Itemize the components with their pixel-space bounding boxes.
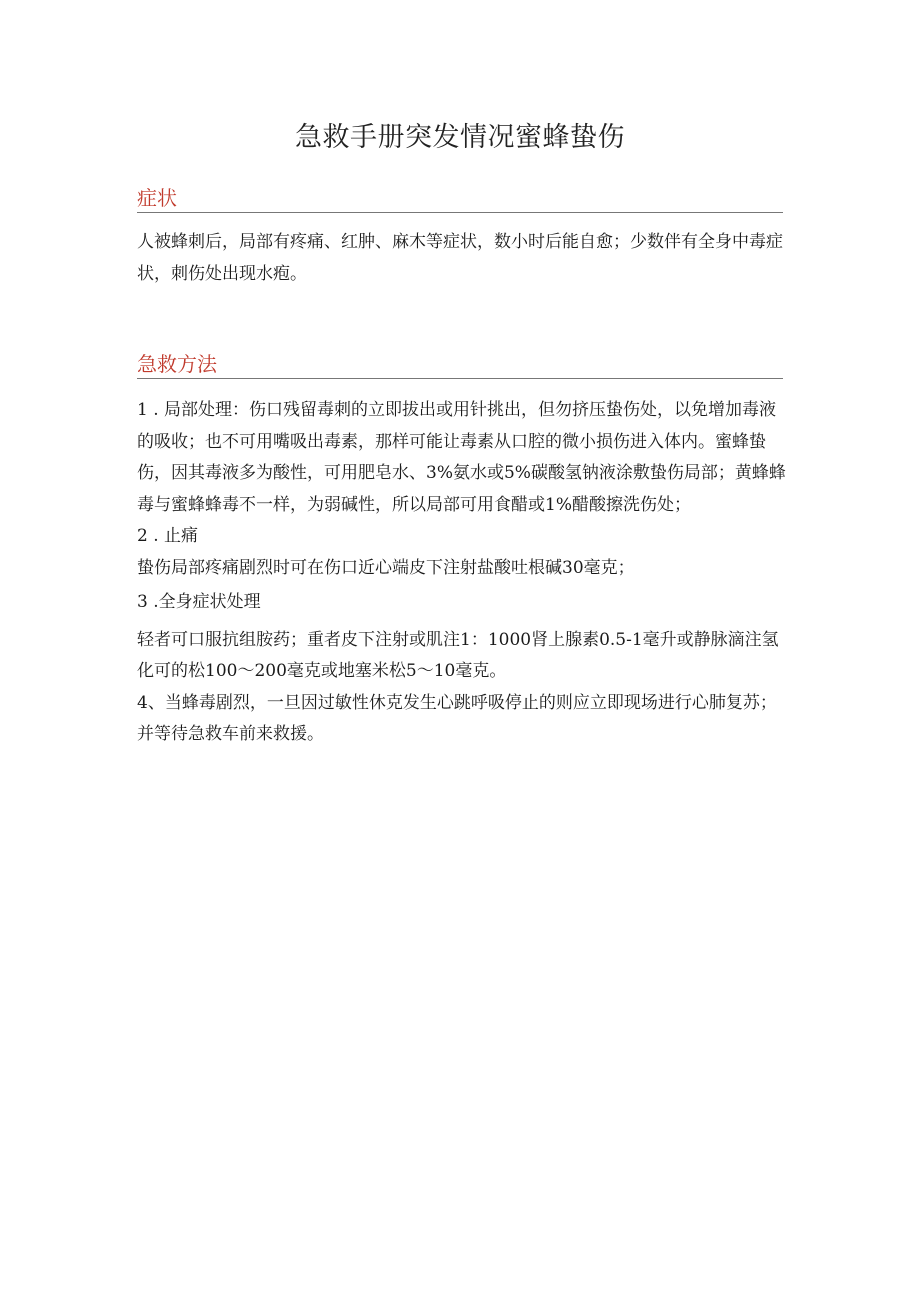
step-1-local-treatment: 1 . 局部处理：伤口残留毒刺的立即拔出或用针挑出，但勿挤压蛰伤处，以免增加毒液的吸收；也不可用嘴吸出毒素，那样可能让毒素从口腔的微小损伤进入体内。蜜蜂蛰伤，因其毒液多为酸性，可用肥皂水、3%氨水或5%碳酸氢钠液涂敷蛰伤局部；黄蜂蜂毒与蜜蜂蜂毒不一样，为弱碱性，所以局部可用食醋或1%醋酸擦洗伤处； <box>137 400 786 515</box>
step-3-systemic-treatment: 轻者可口服抗组胺药；重者皮下注射或肌注1：1000肾上腺素0.5-1毫升或静脉滴注氢化可的松100～200毫克或地塞米松5～10毫克。 <box>137 629 779 681</box>
document-title: 急救手册突发情况蜜蜂蛰伤 <box>295 122 625 153</box>
step-4-cpr: 4、当蜂毒剧烈，一旦因过敏性休克发生心跳呼吸停止的则应立即现场进行心肺复苏；并等待急救车前来救援。 <box>137 692 777 744</box>
symptoms-paragraph: 人被蜂刺后，局部有疼痛、红肿、麻木等症状，数小时后能自愈；少数伴有全身中毒症状，刺伤处出现水疱。 <box>137 232 783 284</box>
first-aid-steps <box>137 395 787 751</box>
step-2-pain-relief: 蛰伤局部疼痛剧烈时可在伤口近心端皮下注射盐酸吐根碱30毫克； <box>137 557 635 578</box>
section-heading-first-aid: 急救方法 <box>137 350 783 379</box>
step-2-heading: 2 . 止痛 <box>137 526 199 546</box>
step-3-heading: 3 .全身症状处理 <box>137 592 261 612</box>
section-heading-symptoms: 症状 <box>137 184 783 213</box>
